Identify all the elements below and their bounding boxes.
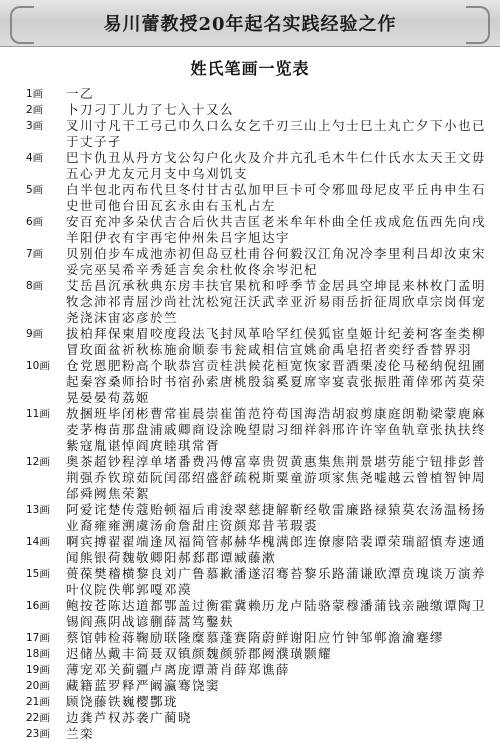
stroke-row (26, 182, 491, 214)
stroke-label: 2画 (26, 104, 44, 116)
surname-characters: 奥茶超钞程淳单堵番费冯傅富辜贵贺黄惠集焦荆景堪劳能宁钮排彭普荆强乔钦琼茹阮闰邵绍盛舒疏税斯粟童游项家焦尧嘘越云曾植智钟周邰舜阙焦荣絮 (66, 454, 487, 501)
surname-characters: 迟储丛戴丰简聂双镇颜魏颜骄郡阙濮璜颢耀 (66, 646, 333, 661)
surname-characters: 鲍按苍陈达道都鄂盖过衡霍冀赖历龙卢陆骆蒙穆潘蒲钱亲融缴谭陶卫锡阎燕阴战谚蒯薛蒿笃鑿麸 (66, 598, 487, 629)
surname-characters: 艾岳昌沉承秋典东房丰扶官果杭和呼季节金居具空坤昆来林枚门孟明牧念沛祁青屈沙尚社沈松宛汪沃武幸亚沂易雨岳折征周欣卓宗岗佴宠尧浇沫宙宓彦於竺 (66, 278, 487, 325)
stroke-label: 8画 (26, 280, 44, 292)
stroke-row (26, 102, 491, 118)
stroke-row (26, 118, 491, 150)
stroke-row (26, 406, 491, 454)
stroke-row (26, 246, 491, 278)
stroke-label: 6画 (26, 216, 44, 228)
stroke-label: 14画 (26, 536, 50, 548)
banner-ornament-left-icon (10, 6, 34, 44)
surname-characters: 白半包北丙布代旦冬付甘古弘加甲巨卡可令邪皿母尼皮平丘冉申生石史世司他台田瓦玄永由右玉札占左 (66, 182, 487, 213)
stroke-label: 4画 (26, 152, 44, 164)
stroke-row (26, 726, 491, 742)
stroke-label: 17画 (26, 632, 50, 644)
surname-characters: 卜刀刁丁儿力了七入十又么 (66, 102, 235, 117)
stroke-label: 19画 (26, 664, 50, 676)
stroke-label: 22画 (26, 712, 50, 724)
stroke-row (26, 214, 491, 246)
stroke-label: 15画 (26, 568, 50, 580)
stroke-row (26, 278, 491, 326)
stroke-label: 9画 (26, 328, 44, 340)
stroke-label: 12画 (26, 456, 50, 468)
surname-characters: 顾饶藤铁巍樱酆珑 (66, 694, 179, 709)
surname-characters: 贝别伯步车成池赤初但岛豆杜甫谷何毅汉江角况冷李里利吕却汝束宋妥完巫吴希辛秀延言矣余杜攸佟余岑汜杞 (66, 246, 487, 277)
stroke-label: 18画 (26, 648, 50, 660)
surname-characters: 蔡馆韩检蒋鞠励联隆糜慕蓬赛隋蔚鲜谢阳应竹钟邹郸澹瀹蹇缪 (66, 630, 445, 645)
document-title: 姓氏笔画一览表 (190, 59, 310, 78)
surname-characters: 仓党恩肥粉高个耿恭宫贡桂洪候花桓宽恢家晋酒栗凌伦马秘纳倪纽圃起秦容桑师拾时书宿孙索唐桃殷翁奚夏席宰宴袁张振胜莆倖邪芮莫荣晃晏晏荀荔姬 (66, 358, 487, 405)
surname-characters: 一乙 (66, 86, 95, 101)
stroke-row (26, 646, 491, 662)
stroke-label: 11画 (26, 408, 50, 420)
surname-characters: 巴卞仇丑从丹方戈公勾户化火及介井亢孔毛木牛仁什氏水太天王文毋五心尹尤友元月支中乌刈饥支 (66, 150, 487, 181)
stroke-label: 7画 (26, 248, 44, 260)
stroke-row (26, 86, 491, 102)
stroke-row (26, 326, 491, 358)
surname-characters: 兰栾 (66, 726, 95, 741)
surname-characters: 蒉葆樊稽横黎良刘广鲁慕歉潘遂沼骞苔黎乐路蒲谦欧潭贲瑰谈万演养叶仪院佚郸郭嘎邓漠 (66, 566, 487, 597)
stroke-label: 5画 (26, 184, 44, 196)
surname-characters: 拔柏拜保柬眉咬度段法飞封凤革哈罕红侯狐宦皇姬计纪姜柯客奎类柳冒玫面盆祈秋栋施俞顺泰韦瓮咸相信宣姚俞禹皂招者奕纾香替界羽 (66, 326, 487, 357)
stroke-row (26, 678, 491, 694)
stroke-row (26, 630, 491, 646)
surname-characters: 阿爱诧楚传蔻贻顿福后甫浚翠慈捷解靳经敬雷廉路禄猿莫农汤温杨扬业裔雍雍溯虞汤俞詹甜庄资颜郑昔苇瑕裘 (66, 502, 487, 533)
stroke-list (26, 86, 491, 742)
stroke-label: 13画 (26, 504, 50, 516)
stroke-row (26, 598, 491, 630)
surname-characters: 啊宾搏翟翟端逢凤福简管郝赫华槐满郎连僚廖陪裴谭荣瑞韶慎寿速通闻熊银荷魏敬卿阳郝郄郡谭臧藤漱 (66, 534, 487, 565)
stroke-row (26, 566, 491, 598)
stroke-label: 3画 (26, 120, 44, 132)
header-banner (0, 0, 500, 47)
stroke-row (26, 534, 491, 566)
surname-characters: 边龚芦权苏袭广蔺晓 (66, 710, 193, 725)
surname-characters: 藏籍蓝罗释严阚瀛骞饶窦 (66, 678, 221, 693)
surname-characters: 敖捆班毕闭彬曹常崔晨崇崔笛范符苟国海浩胡寂剪康庭朗勒梁蒙鹿麻麦茅梅苗那盘浦戚卿商设涂晚望尉习细祥斜邢许许宰鱼轨章张执扶终紫寇胤谌悼阎庹睦琪常胥 (66, 406, 487, 453)
stroke-row (26, 710, 491, 726)
stroke-row (26, 502, 491, 534)
stroke-row (26, 150, 491, 182)
surname-characters: 叉川寸凡干工弓己巾久口么女乞千刃三山上勺士巳土丸亡夕下小也已于丈子孑 (66, 118, 487, 149)
stroke-label: 16画 (26, 600, 50, 612)
banner-ornament-right-icon (466, 6, 490, 44)
stroke-row (26, 454, 491, 502)
stroke-label: 20画 (26, 680, 50, 692)
stroke-row (26, 358, 491, 406)
stroke-label: 21画 (26, 696, 50, 708)
stroke-row (26, 694, 491, 710)
stroke-label: 10画 (26, 360, 50, 372)
stroke-row (26, 662, 491, 678)
stroke-label: 23画 (26, 728, 50, 740)
surname-characters: 薄宠邓关蓟疆卢离庞谭萧肖薛郑谯薛 (66, 662, 291, 677)
surname-characters: 安百充冲多朵伏吉合后伙共吉匡老米牟年朴曲全任戎成危伍西先向戌羊阳伊衣有宇再宅仲州朱吕字旭达宇 (66, 214, 487, 245)
stroke-label: 1画 (26, 88, 44, 100)
banner-title: 易川蕾教授20年起名实践经验之作 (103, 14, 397, 35)
